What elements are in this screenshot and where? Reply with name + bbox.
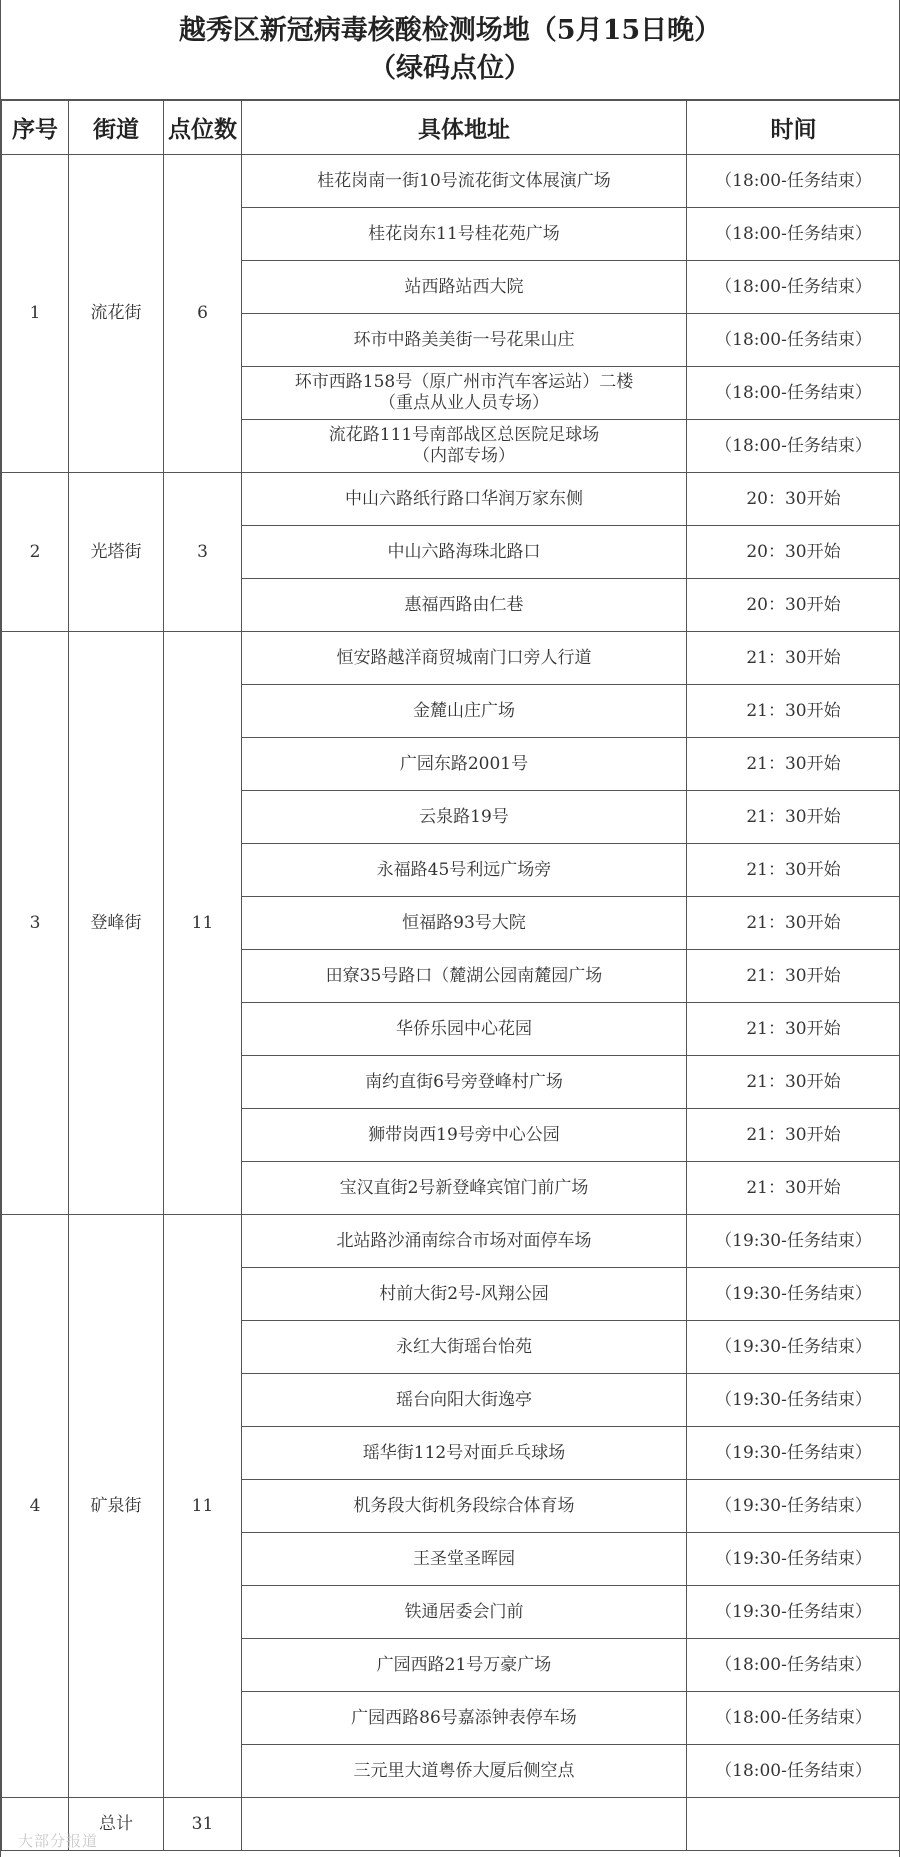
site-time: （19:30-任务结束）: [687, 1533, 900, 1586]
watermark: 大部分报道: [18, 1832, 99, 1850]
page-title: [1, 0, 899, 100]
site-address: 站西路站西大院: [242, 261, 687, 314]
group-count: 3: [164, 473, 242, 632]
site-time: （19:30-任务结束）: [687, 1427, 900, 1480]
site-address: 三元里大道粤侨大厦后侧空点: [242, 1745, 687, 1798]
site-time: （19:30-任务结束）: [687, 1480, 900, 1533]
title-line-2: （绿码点位）: [369, 52, 531, 84]
site-time: （18:00-任务结束）: [687, 1639, 900, 1692]
site-address: 环市西路158号（原广州市汽车客运站）二楼 （重点从业人员专场）: [242, 367, 687, 420]
site-time: （19:30-任务结束）: [687, 1215, 900, 1268]
group-count: 6: [164, 155, 242, 473]
site-time: 21：30开始: [687, 685, 900, 738]
site-time: （19:30-任务结束）: [687, 1374, 900, 1427]
table-row: [2, 1215, 900, 1268]
site-time: 21：30开始: [687, 1003, 900, 1056]
site-time: 21：30开始: [687, 738, 900, 791]
site-time: 21：30开始: [687, 791, 900, 844]
header-row: [2, 101, 900, 155]
sites-table: [1, 100, 900, 1851]
site-time: 21：30开始: [687, 844, 900, 897]
site-address: 永红大街瑶台怡苑: [242, 1321, 687, 1374]
group-count: 11: [164, 1215, 242, 1798]
total-label: 总计: [69, 1798, 164, 1851]
site-address: 瑶台向阳大街逸亭: [242, 1374, 687, 1427]
header-address: 具体地址: [242, 101, 687, 155]
site-address: 惠福西路由仁巷: [242, 579, 687, 632]
site-time: 21：30开始: [687, 1109, 900, 1162]
site-time: 21：30开始: [687, 897, 900, 950]
site-time: （19:30-任务结束）: [687, 1321, 900, 1374]
site-address: 南约直街6号旁登峰村广场: [242, 1056, 687, 1109]
group-index: 4: [2, 1215, 69, 1798]
site-address: 广园东路2001号: [242, 738, 687, 791]
site-address: 村前大街2号-风翔公园: [242, 1268, 687, 1321]
site-address: 桂花岗东11号桂花苑广场: [242, 208, 687, 261]
site-address: 宝汉直街2号新登峰宾馆门前广场: [242, 1162, 687, 1215]
site-time: （18:00-任务结束）: [687, 420, 900, 473]
site-address: 金麓山庄广场: [242, 685, 687, 738]
site-time: （18:00-任务结束）: [687, 314, 900, 367]
title-line-1: 越秀区新冠病毒核酸检测场地（5月15日晚）: [178, 14, 722, 46]
site-address: 机务段大街机务段综合体育场: [242, 1480, 687, 1533]
site-address: 永福路45号利远广场旁: [242, 844, 687, 897]
site-address: 狮带岗西19号旁中心公园: [242, 1109, 687, 1162]
group-index: 1: [2, 155, 69, 473]
group-index: 3: [2, 632, 69, 1215]
table-row: [2, 155, 900, 208]
site-address: 流花路111号南部战区总医院足球场 （内部专场）: [242, 420, 687, 473]
group-street: 流花街: [69, 155, 164, 473]
site-time: 21：30开始: [687, 1056, 900, 1109]
total-row: [2, 1798, 900, 1851]
table-row: [2, 632, 900, 685]
site-time: （18:00-任务结束）: [687, 1745, 900, 1798]
site-address: 华侨乐园中心花园: [242, 1003, 687, 1056]
site-address: 瑶华街112号对面乒乓球场: [242, 1427, 687, 1480]
header-count: 点位数: [164, 101, 242, 155]
site-time: 20：30开始: [687, 526, 900, 579]
table-row: [2, 473, 900, 526]
site-time: （18:00-任务结束）: [687, 367, 900, 420]
site-address: 田寮35号路口（麓湖公园南麓园广场: [242, 950, 687, 1003]
site-time: （18:00-任务结束）: [687, 155, 900, 208]
header-time: 时间: [687, 101, 900, 155]
site-time: 20：30开始: [687, 473, 900, 526]
site-address: 桂花岗南一街10号流花街文体展演广场: [242, 155, 687, 208]
site-address: 铁通居委会门前: [242, 1586, 687, 1639]
site-address: 中山六路海珠北路口: [242, 526, 687, 579]
table-body: [2, 155, 900, 1798]
total-count: 31: [164, 1798, 242, 1851]
group-street: 登峰街: [69, 632, 164, 1215]
site-time: （18:00-任务结束）: [687, 261, 900, 314]
site-time: （18:00-任务结束）: [687, 208, 900, 261]
site-address: 环市中路美美街一号花果山庄: [242, 314, 687, 367]
site-address: 云泉路19号: [242, 791, 687, 844]
site-address: 广园西路86号嘉添钟表停车场: [242, 1692, 687, 1745]
group-street: 矿泉街: [69, 1215, 164, 1798]
header-street: 街道: [69, 101, 164, 155]
group-index: 2: [2, 473, 69, 632]
site-address: 恒福路93号大院: [242, 897, 687, 950]
site-address: 广园西路21号万豪广场: [242, 1639, 687, 1692]
group-street: 光塔街: [69, 473, 164, 632]
header-index: 序号: [2, 101, 69, 155]
site-time: （19:30-任务结束）: [687, 1268, 900, 1321]
site-address: 北站路沙涌南综合市场对面停车场: [242, 1215, 687, 1268]
site-time: （19:30-任务结束）: [687, 1586, 900, 1639]
site-time: 21：30开始: [687, 950, 900, 1003]
site-address: 王圣堂圣晖园: [242, 1533, 687, 1586]
total-address-cell: [242, 1798, 687, 1851]
site-time: 21：30开始: [687, 632, 900, 685]
site-address: 中山六路纸行路口华润万家东侧: [242, 473, 687, 526]
site-time: 21：30开始: [687, 1162, 900, 1215]
total-time-cell: [687, 1798, 900, 1851]
site-time: （18:00-任务结束）: [687, 1692, 900, 1745]
group-count: 11: [164, 632, 242, 1215]
site-address: 恒安路越洋商贸城南门口旁人行道: [242, 632, 687, 685]
site-time: 20：30开始: [687, 579, 900, 632]
